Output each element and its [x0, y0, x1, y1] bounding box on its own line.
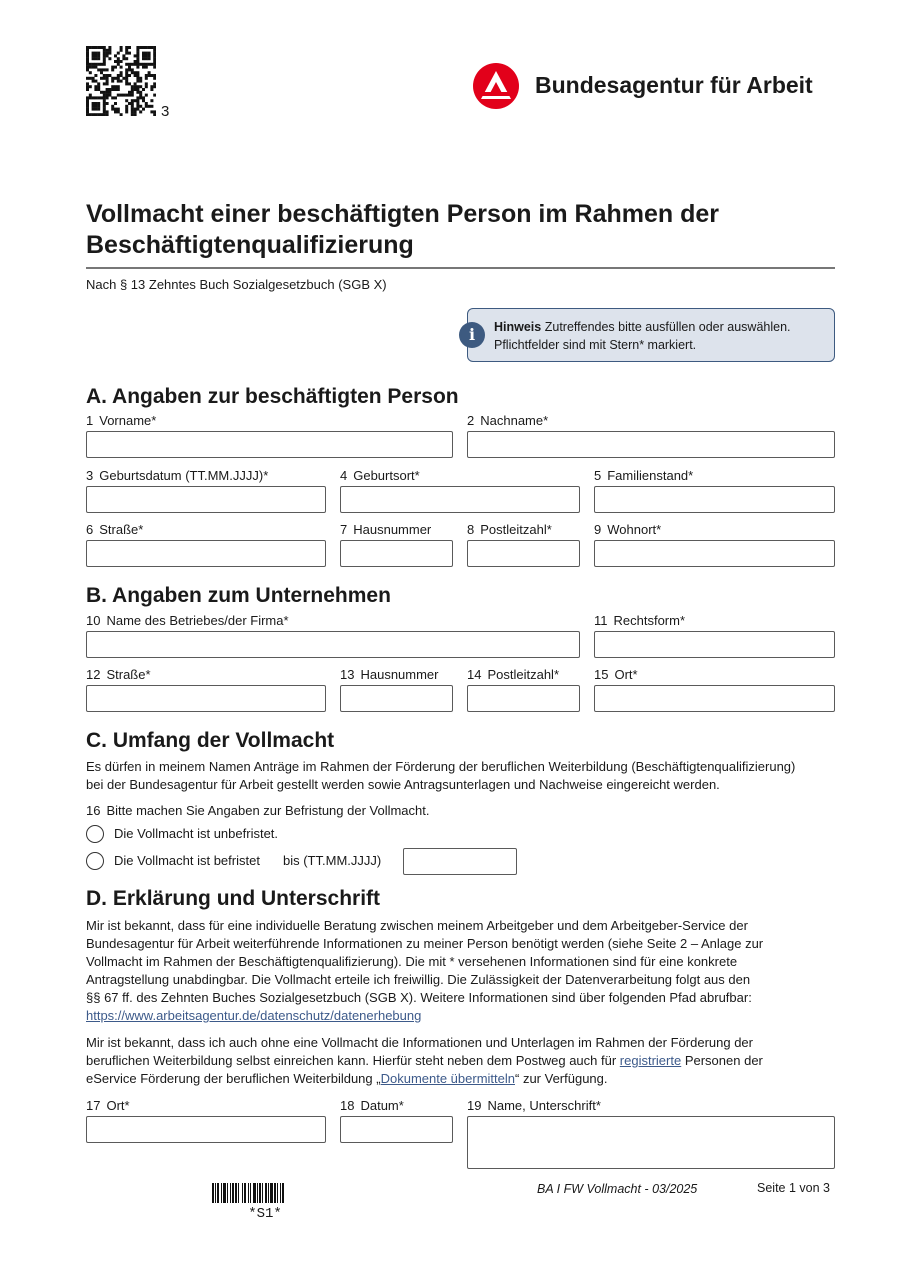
title-line-1: Vollmacht einer beschäftigten Person im Rahmen der: [86, 200, 720, 228]
label-firma-hausnummer: 13 Hausnummer: [340, 667, 439, 682]
label-datum: 18 Datum*: [340, 1098, 404, 1113]
barcode: [212, 1183, 318, 1203]
barcode-text: *S1*: [248, 1206, 282, 1222]
label-befristung: 16 Bitte machen Sie Angaben zur Befristung der Vollmacht.: [86, 803, 430, 818]
ba-logo-icon: [472, 62, 520, 110]
firmenname-field[interactable]: [86, 631, 580, 658]
section-a-heading: A. Angaben zur beschäftigten Person: [86, 385, 459, 408]
brand-name: Bundesagentur für Arbeit: [535, 72, 813, 98]
page-number: Seite 1 von 3: [757, 1181, 830, 1195]
erklaerung-paragraph-2: Mir ist bekannt, dass ich auch ohne eine Vollmacht die Informationen und Unterlagen im Rahmen der Förderung der beruflichen Weiterbildung selbst einreichen kann. Hierfür steht neben dem Postweg auch für registrierte Personen der eService Förderung der beruflichen Weiterbildung „Dokumente übermitteln“ zur Verfügung.: [86, 1035, 763, 1086]
label-geburtsdatum: 3 Geburtsdatum (TT.MM.JJJJ)*: [86, 468, 269, 483]
title-line-2: Beschäftigtenqualifizierung: [86, 231, 414, 259]
label-rechtsform: 11 Rechtsform*: [594, 613, 686, 628]
hint-box: [467, 308, 835, 362]
label-strasse: 6 Straße*: [86, 522, 144, 537]
label-wohnort: 9 Wohnort*: [594, 522, 662, 537]
rechtsform-field[interactable]: [594, 631, 835, 658]
label-vorname: 1 Vorname*: [86, 413, 157, 428]
label-postleitzahl: 8 Postleitzahl*: [467, 522, 552, 537]
radio-befristet[interactable]: [86, 852, 104, 870]
wohnort-field[interactable]: [594, 540, 835, 567]
title-divider: [86, 267, 835, 269]
label-unterschrift: 19 Name, Unterschrift*: [467, 1098, 601, 1113]
label-unbefristet: Die Vollmacht ist unbefristet.: [114, 826, 279, 841]
firma-ort-field[interactable]: [594, 685, 835, 712]
hint-bold: Hinweis: [494, 320, 542, 334]
label-ort: 17 Ort*: [86, 1098, 130, 1113]
registrierte-link[interactable]: registrierte: [619, 1053, 682, 1068]
label-firma-postleitzahl: 14 Postleitzahl*: [467, 667, 560, 682]
hint-line-1: Zutreffendes bitte ausfüllen oder auswählen.: [544, 320, 791, 334]
page-title: [86, 199, 719, 261]
label-bis-datum: bis (TT.MM.JJJJ): [283, 853, 382, 868]
qr-number: 3: [161, 103, 170, 120]
strasse-field[interactable]: [86, 540, 326, 567]
form-id: BA I FW Vollmacht - 03/2025: [537, 1182, 698, 1196]
info-icon: i: [459, 322, 485, 348]
label-geburtsort: 4 Geburtsort*: [340, 468, 420, 483]
section-b-heading: B. Angaben zum Unternehmen: [86, 584, 391, 607]
radio-unbefristet[interactable]: [86, 825, 104, 843]
label-befristet: Die Vollmacht ist befristet: [114, 853, 260, 868]
firma-postleitzahl-field[interactable]: [467, 685, 580, 712]
datenschutz-link[interactable]: https://www.arbeitsagentur.de/datenschutz/datenerhebung: [86, 1008, 422, 1023]
geburtsort-field[interactable]: [340, 486, 580, 513]
familienstand-field[interactable]: [594, 486, 835, 513]
label-hausnummer: 7 Hausnummer: [340, 522, 432, 537]
dokumente-uebermitteln-link[interactable]: Dokumente übermitteln: [380, 1071, 515, 1086]
hausnummer-field[interactable]: [340, 540, 453, 567]
firma-strasse-field[interactable]: [86, 685, 326, 712]
label-firmenname: 10 Name des Betriebes/der Firma*: [86, 613, 289, 628]
firma-hausnummer-field[interactable]: [340, 685, 453, 712]
label-firma-strasse: 12 Straße*: [86, 667, 151, 682]
geburtsdatum-field[interactable]: [86, 486, 326, 513]
legal-basis: Nach § 13 Zehntes Buch Sozialgesetzbuch (SGB X): [86, 277, 387, 292]
datum-field[interactable]: [340, 1116, 453, 1143]
hint-line-2: Pflichtfelder sind mit Stern* markiert.: [494, 338, 697, 352]
ort-field[interactable]: [86, 1116, 326, 1143]
section-d-heading: D. Erklärung und Unterschrift: [86, 887, 381, 910]
section-c-heading: C. Umfang der Vollmacht: [86, 729, 335, 752]
hint-text: [494, 318, 791, 354]
label-firma-ort: 15 Ort*: [594, 667, 638, 682]
unterschrift-field[interactable]: [467, 1116, 835, 1169]
vorname-field[interactable]: [86, 431, 453, 458]
nachname-field[interactable]: [467, 431, 835, 458]
label-nachname: 2 Nachname*: [467, 413, 549, 428]
postleitzahl-field[interactable]: [467, 540, 580, 567]
vollmacht-scope-text: Es dürfen in meinem Namen Anträge im Rahmen der Förderung der beruflichen Weiterbildung (Beschäftigtenqualifizierung) bei der Bundesagentur für Arbeit gestellt werden sowie Antragsunterlagen und Nachweise eingereicht werden.: [86, 759, 796, 792]
bis-datum-field[interactable]: [403, 848, 517, 875]
erklaerung-paragraph-1: Mir ist bekannt, dass für eine individuelle Beratung zwischen meinem Arbeitgeber und dem Arbeitgeber-Service der Bundesagentur für Arbeit weiterführende Informationen zu meiner Person benötigt werden (siehe Seite 2 – Anlage zur Vollmacht im Rahmen der Beschäftigtenqualifizierung). Die mit * versehenen Informationen sind für eine konkrete Antragstellung unabdingbar. Die Vollmacht erteile ich freiwillig. Die Zulässigkeit der Datenverarbeitung folgt aus den §§ 67 ff. des Zehnten Buches Sozialgesetzbuch (SGB X). Weitere Informationen sind über folgenden Pfad abrufbar: https://www.arbeitsagentur.de/datenschutz/datenerhebung: [86, 918, 764, 1023]
label-familienstand: 5 Familienstand*: [594, 468, 694, 483]
qr-code: [86, 46, 156, 116]
